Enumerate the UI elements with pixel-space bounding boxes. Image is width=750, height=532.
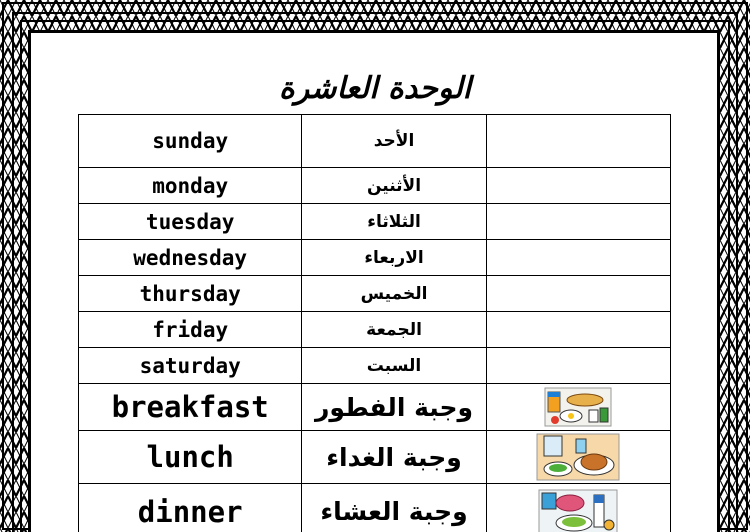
- english-word: monday: [152, 173, 229, 198]
- table-row: [79, 312, 671, 348]
- arabic-cell: [302, 312, 486, 348]
- arabic-word: وجبة الفطور: [315, 392, 474, 422]
- table-row: [79, 431, 671, 484]
- arabic-word: الأحد: [373, 131, 415, 151]
- english-cell: [79, 431, 302, 484]
- table-row: [79, 276, 671, 312]
- english-word: lunch: [146, 440, 234, 474]
- table-row: [79, 115, 671, 168]
- arabic-cell: [302, 240, 486, 276]
- arabic-word: السبت: [366, 355, 422, 376]
- english-cell: [79, 276, 302, 312]
- table-row: [79, 384, 671, 431]
- arabic-cell: [302, 484, 486, 532]
- picture-cell: [486, 240, 670, 276]
- arabic-cell: [302, 348, 486, 384]
- english-cell: [79, 312, 302, 348]
- arabic-cell: [302, 384, 486, 431]
- picture-cell: [486, 168, 670, 204]
- arabic-cell: [302, 276, 486, 312]
- english-word: sunday: [152, 129, 229, 153]
- picture-cell: [486, 348, 670, 384]
- table-row: [79, 348, 671, 384]
- lunch-food-icon: [536, 433, 620, 481]
- picture-cell: [486, 312, 670, 348]
- arabic-cell: [302, 115, 486, 168]
- page-title: الوحدة العاشرة: [279, 71, 471, 106]
- english-cell: [79, 384, 302, 431]
- dinner-food-icon: [538, 489, 618, 532]
- english-word: dinner: [137, 494, 243, 529]
- arabic-word: الجمعة: [366, 319, 422, 340]
- arabic-cell: [302, 431, 486, 484]
- table-row: [79, 204, 671, 240]
- arabic-cell: [302, 204, 486, 240]
- table-row: [79, 168, 671, 204]
- arabic-cell: [302, 168, 486, 204]
- arabic-word: وجبة الغداء: [326, 442, 462, 472]
- english-word: saturday: [139, 353, 241, 378]
- picture-cell: [486, 115, 670, 168]
- english-word: thursday: [139, 281, 241, 306]
- picture-cell: [486, 384, 670, 431]
- picture-cell: [486, 276, 670, 312]
- breakfast-food-icon: [543, 386, 613, 428]
- arabic-word: الأثنين: [367, 175, 422, 196]
- english-cell: [79, 115, 302, 168]
- english-word: breakfast: [111, 390, 269, 424]
- english-cell: [79, 348, 302, 384]
- table-row: [79, 240, 671, 276]
- english-cell: [79, 484, 302, 532]
- table-row: [79, 484, 671, 532]
- english-word: wednesday: [133, 245, 248, 270]
- picture-cell: [486, 431, 670, 484]
- arabic-word: وجبة العشاء: [320, 497, 468, 526]
- picture-cell: [486, 484, 670, 532]
- english-cell: [79, 168, 302, 204]
- english-cell: [79, 240, 302, 276]
- english-cell: [79, 204, 302, 240]
- arabic-word: الثلاثاء: [367, 211, 421, 232]
- arabic-word: الخميس: [360, 283, 428, 304]
- picture-cell: [486, 204, 670, 240]
- arabic-word: الاربعاء: [364, 247, 424, 268]
- vocabulary-table: [78, 114, 671, 532]
- english-word: tuesday: [145, 209, 235, 234]
- english-word: friday: [152, 317, 229, 342]
